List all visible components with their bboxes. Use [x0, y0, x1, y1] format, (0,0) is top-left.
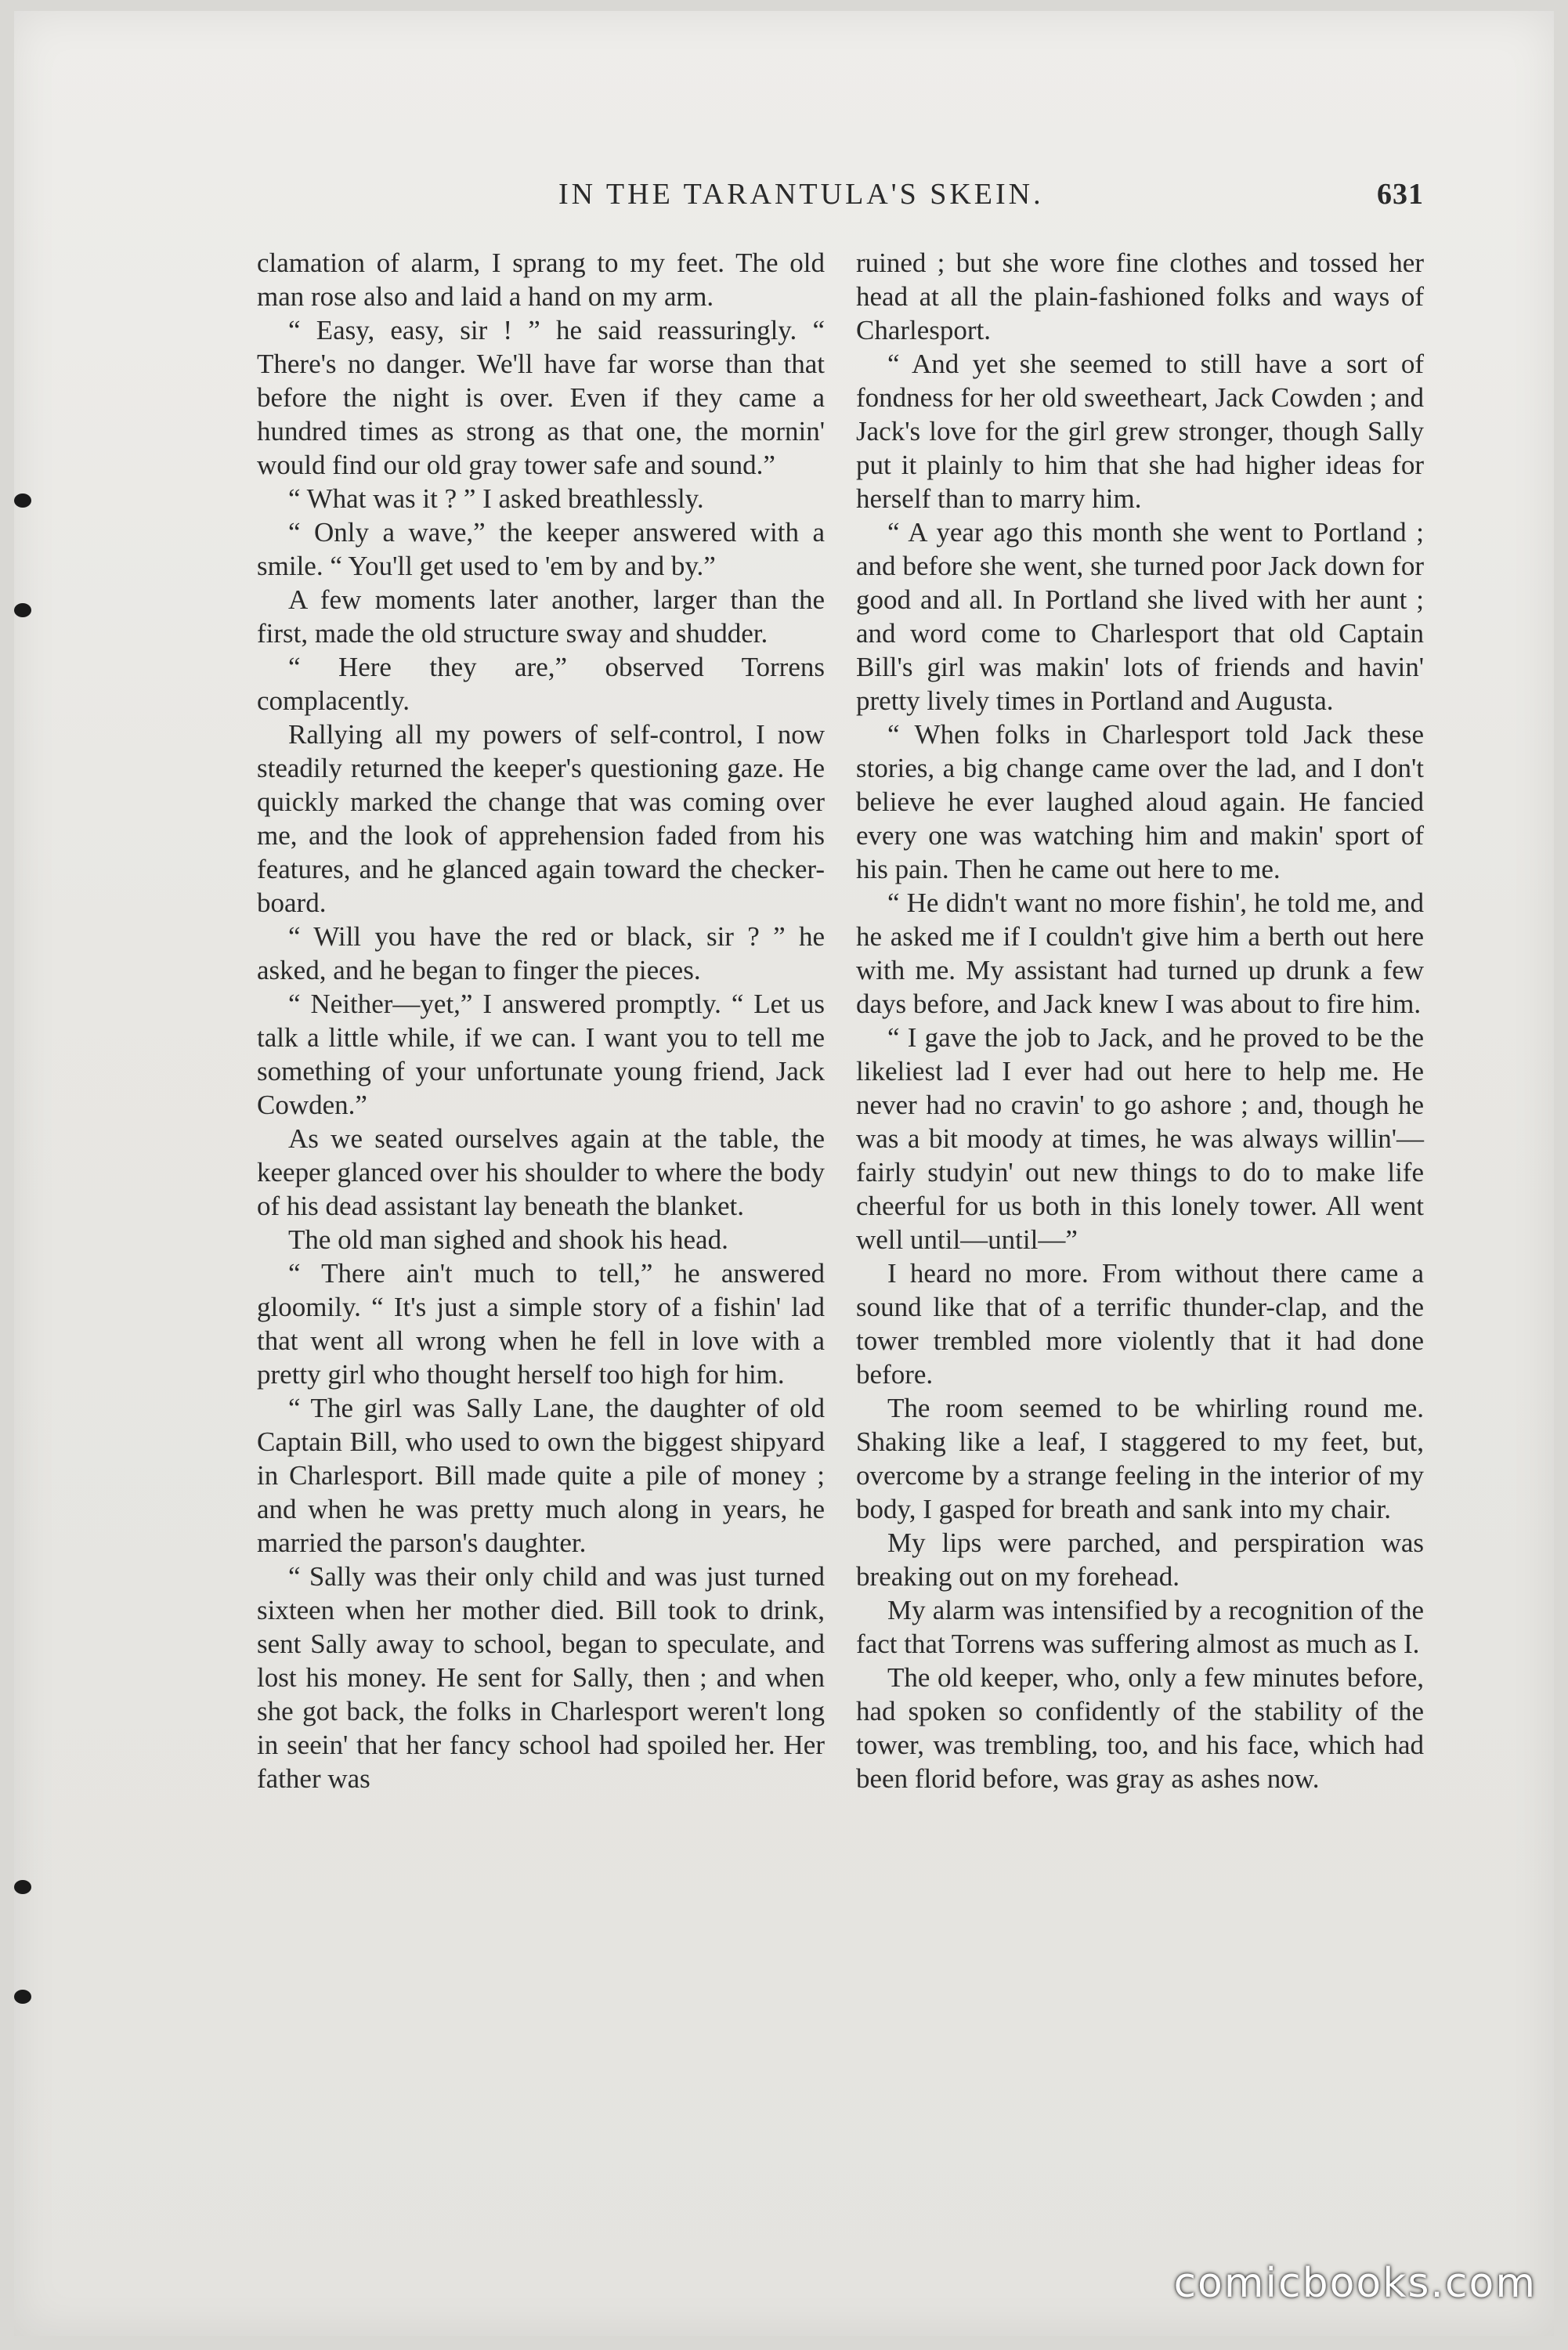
paragraph: “ Easy, easy, sir ! ” he said reassuringly. “ There's no danger. We'll have far worse than that before the night is over. Even if they came a hundred times as strong as that one, the mornin' would find our old gray tower safe and sound.” — [257, 315, 825, 480]
paragraph: “ He didn't want no more fishin', he told me, and he asked me if I couldn't give him a berth out here with me. My assistant had turned up drunk a few days before, and Jack knew I was about to fire him. — [856, 888, 1424, 1019]
paragraph: The old man sighed and shook his head. — [288, 1224, 728, 1255]
paragraph: “ A year ago this month she went to Portland ; and before she went, she turned poor Jack down for good and all. In Portland she lived with her aunt ; and word come to Charlesport that old Captain Bill's girl was makin' lots of friends and havin' pretty lively times in Portland and Augusta. — [856, 517, 1424, 716]
paragraph: “ Sally was their only child and was just turned sixteen when her mother died. Bill took to drink, sent Sally away to school, began to speculate, and lost his money. He sent for Sally, then ; and when she got back, the folks in Charlesport weren't long in seein' that her fancy school had spoiled her. Her father was — [257, 1561, 825, 1794]
running-header — [249, 177, 1424, 224]
right-column — [856, 246, 1424, 1795]
left-column — [257, 246, 825, 1795]
paragraph: “ Here they are,” observed Torrens complacently. — [257, 652, 825, 716]
paragraph: ruined ; but she wore fine clothes and tossed her head at all the plain-fashioned folks and ways of Charlesport. — [856, 248, 1424, 345]
staple-hole — [14, 1990, 31, 2004]
paragraph: “ Will you have the red or black, sir ? ” he asked, and he began to finger the pieces. — [257, 921, 825, 985]
paragraph: My lips were parched, and perspiration was breaking out on my forehead. — [856, 1528, 1424, 1592]
staple-hole — [14, 603, 31, 617]
paragraph: “ What was it ? ” I asked breathlessly. — [288, 483, 704, 514]
paragraph: As we seated ourselves again at the table, the keeper glanced over his shoulder to where the body of his dead assistant lay beneath the blanket. — [257, 1123, 825, 1221]
paragraph: I heard no more. From without there came a sound like that of a terrific thunder-clap, and the tower trembled more violently that it had done before. — [856, 1258, 1424, 1390]
staple-hole — [14, 1880, 31, 1894]
paragraph: “ There ain't much to tell,” he answered gloomily. “ It's just a simple story of a fishin' lad that went all wrong when he fell in love with a pretty girl who thought herself too high for him. — [257, 1258, 825, 1390]
paragraph: My alarm was intensified by a recognition of the fact that Torrens was suffering almost as much as I. — [856, 1595, 1424, 1659]
running-title: IN THE TARANTULA'S SKEIN. — [558, 178, 1044, 211]
paragraph: “ Only a wave,” the keeper answered with a smile. “ You'll get used to 'em by and by.” — [257, 517, 825, 581]
paragraph: clamation of alarm, I sprang to my feet. The old man rose also and laid a hand on my arm. — [257, 248, 825, 312]
paragraph: The old keeper, who, only a few minutes before, had spoken so confidently of the stability of the tower, was trembling, too, and his face, which had been florid before, was gray as ashes now. — [856, 1662, 1424, 1794]
paragraph: “ When folks in Charlesport told Jack these stories, a big change came over the lad, and I don't believe he ever laughed aloud again. He fancied every one was watching him and makin' sport of his pain. Then he came out here to me. — [856, 719, 1424, 884]
watermark: comicbooks.com — [1173, 2260, 1537, 2307]
paragraph: “ Neither—yet,” I answered promptly. “ Let us talk a little while, if we can. I want you to tell me something of your unfortunate young friend, Jack Cowden.” — [257, 989, 825, 1120]
paragraph: The room seemed to be whirling round me. Shaking like a leaf, I staggered to my feet, but, overcome by a strange feeling in the interior of my body, I gasped for breath and sank into my chair. — [856, 1393, 1424, 1524]
paragraph: “ I gave the job to Jack, and he proved to be the likeliest lad I ever had out here to help me. He never had no cravin' to go ashore ; and, though he was a bit moody at times, he was always willin'—fairly studyin' out new things to do to make life cheerful for us both in this lonely tower. All went well until—until—” — [856, 1022, 1424, 1255]
paragraph: “ The girl was Sally Lane, the daughter of old Captain Bill, who used to own the biggest shipyard in Charlesport. Bill made quite a pile of money ; and when he was pretty much along in years, he married the parson's daughter. — [257, 1393, 825, 1558]
paragraph: A few moments later another, larger than the first, made the old structure sway and shudder. — [257, 584, 825, 649]
staple-hole — [14, 494, 31, 508]
page-number: 631 — [1377, 178, 1424, 211]
book-page — [14, 11, 1554, 2336]
paragraph: Rallying all my powers of self-control, I now steadily returned the keeper's questioning gaze. He quickly marked the change that was coming over me, and the look of apprehension faded from his features, and he glanced again toward the checker-board. — [257, 719, 825, 918]
paragraph: “ And yet she seemed to still have a sort of fondness for her old sweetheart, Jack Cowden ; and Jack's love for the girl grew stronger, though Sally put it plainly to him that she had higher ideas for herself than to marry him. — [856, 349, 1424, 514]
